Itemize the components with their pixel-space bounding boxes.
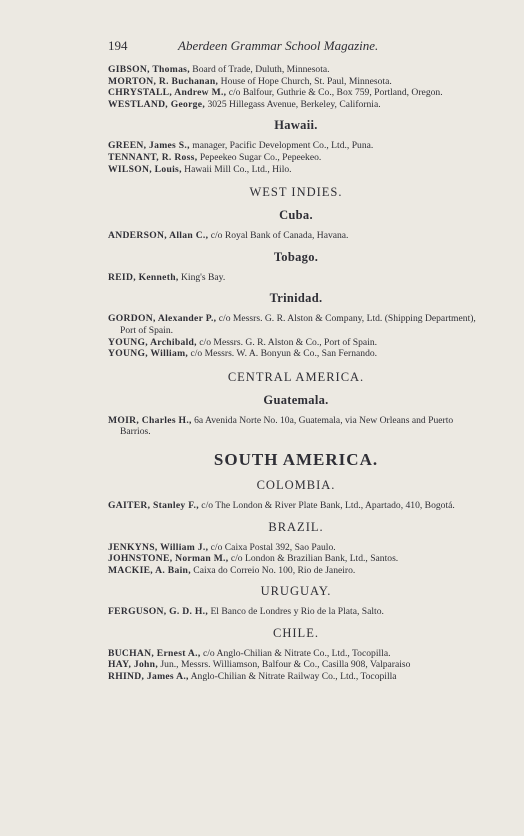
- member-name: GAITER, Stanley F.,: [108, 499, 199, 511]
- country-heading: COLOMBIA.: [256, 477, 336, 492]
- directory-entry: [108, 500, 484, 512]
- member-name: TENNANT, R. Ross,: [108, 151, 198, 163]
- region-heading: CENTRAL AMERICA.: [227, 369, 365, 384]
- directory-entry: [108, 87, 484, 99]
- member-name: GORDON, Alexander P.,: [108, 313, 217, 325]
- country-heading: URUGUAY.: [260, 584, 332, 599]
- directory-entry: [108, 76, 484, 88]
- member-address: c/o Messrs. W. A. Bonyun & Co., San Fernando.: [188, 348, 378, 360]
- member-address: Jun., Messrs. Williamson, Balfour & Co., Casilla 908, Valparaiso: [158, 659, 411, 671]
- member-address: 3025 Hillegass Avenue, Berkeley, California.: [205, 98, 381, 110]
- member-address: c/o The London & River Plate Bank, Ltd., Apartado, 410, Bogotá.: [198, 499, 455, 511]
- country-heading: Trinidad.: [269, 291, 323, 306]
- directory-entry: [108, 415, 484, 438]
- member-address: c/o Messrs. G. R. Alston & Co., Port of Spain.: [196, 336, 378, 348]
- member-name: ANDERSON, Allan C.,: [108, 230, 209, 242]
- member-address: c/o Royal Bank of Canada, Havana.: [208, 230, 349, 242]
- member-name: YOUNG, William,: [108, 348, 189, 360]
- member-address: House of Hope Church, St. Paul, Minnesota.: [218, 75, 392, 87]
- member-name: BUCHAN, Ernest A.,: [108, 647, 201, 659]
- region-heading: WEST INDIES.: [249, 185, 343, 200]
- directory-entry: [108, 313, 484, 336]
- directory-entry: [108, 64, 484, 76]
- member-name: MOIR, Charles H.,: [108, 414, 192, 426]
- directory-entry: [108, 99, 484, 111]
- member-address: c/o Balfour, Guthrie & Co., Box 759, Portland, Oregon.: [226, 87, 443, 99]
- running-title: Aberdeen Grammar School Magazine.: [178, 38, 379, 53]
- directory-entry: [108, 230, 484, 242]
- member-address: 6a Avenida Norte No. 10a, Guatemala, via New Orleans and Puerto Barrios.: [120, 414, 454, 438]
- directory-entry: [108, 648, 484, 660]
- member-name: GREEN, James S.,: [108, 140, 190, 152]
- page-header: [108, 38, 484, 54]
- member-name: MACKIE, A. Bain,: [108, 564, 191, 576]
- directory-entry: [108, 152, 484, 164]
- directory-entry: [108, 553, 484, 565]
- member-address: Anglo-Chilian & Nitrate Railway Co., Ltd., Tocopilla: [188, 671, 397, 683]
- member-name: HAY, John,: [108, 659, 159, 671]
- country-heading: Cuba.: [279, 208, 313, 223]
- member-address: Pepeekeo Sugar Co., Pepeekeo.: [197, 151, 322, 163]
- country-heading: BRAZIL.: [268, 519, 324, 534]
- member-address: manager, Pacific Development Co., Ltd., Puna.: [189, 140, 374, 152]
- member-address: c/o London & Brazilian Bank, Ltd., Santos.: [228, 553, 399, 565]
- directory-entry: [108, 272, 484, 284]
- member-address: El Banco de Londres y Rio de la Plata, Salto.: [208, 606, 384, 618]
- directory-entry: [108, 348, 484, 360]
- member-name: GIBSON, Thomas,: [108, 64, 190, 75]
- country-heading: Hawaii.: [274, 118, 318, 133]
- directory-entry: [108, 337, 484, 349]
- member-address: Caixa do Correio No. 100, Rio de Janeiro.: [190, 564, 356, 576]
- member-name: JOHNSTONE, Norman M.,: [108, 553, 229, 565]
- directory-entry: [108, 542, 484, 554]
- country-heading: Guatemala.: [263, 392, 329, 407]
- directory-entry: [108, 671, 484, 683]
- directory-entry: [108, 140, 484, 152]
- member-address: c/o Caixa Postal 392, Sao Paulo.: [208, 541, 336, 553]
- country-heading: Tobago.: [273, 249, 319, 264]
- member-name: YOUNG, Archibald,: [108, 336, 197, 348]
- member-name: MORTON, R. Buchanan,: [108, 75, 219, 87]
- member-address: King's Bay.: [178, 271, 226, 283]
- country-heading: CHILE.: [273, 625, 319, 640]
- member-name: RHIND, James A.,: [108, 671, 189, 683]
- directory-entry: [108, 164, 484, 176]
- directory-entry: [108, 565, 484, 577]
- member-address: c/o Anglo-Chilian & Nitrate Co., Ltd., Tocopilla.: [200, 647, 391, 659]
- member-address: Board of Trade, Duluth, Minnesota.: [189, 64, 330, 75]
- member-name: FERGUSON, G. D. H.,: [108, 606, 209, 618]
- member-address: Hawaii Mill Co., Ltd., Hilo.: [181, 163, 292, 175]
- member-name: WESTLAND, George,: [108, 98, 206, 110]
- member-address: c/o Messrs. G. R. Alston & Company, Ltd. (Shipping Department), Port of Spain.: [120, 313, 476, 336]
- member-name: CHRYSTALL, Andrew M.,: [108, 87, 227, 99]
- member-name: JENKYNS, William J.,: [108, 541, 209, 553]
- continent-heading: SOUTH AMERICA.: [213, 449, 379, 469]
- directory-content: [108, 64, 484, 683]
- member-name: REID, Kenneth,: [108, 271, 179, 283]
- directory-entry: [108, 606, 484, 618]
- member-name: WILSON, Louis,: [108, 163, 182, 175]
- page-number: 194: [108, 38, 128, 53]
- directory-entry: [108, 659, 484, 671]
